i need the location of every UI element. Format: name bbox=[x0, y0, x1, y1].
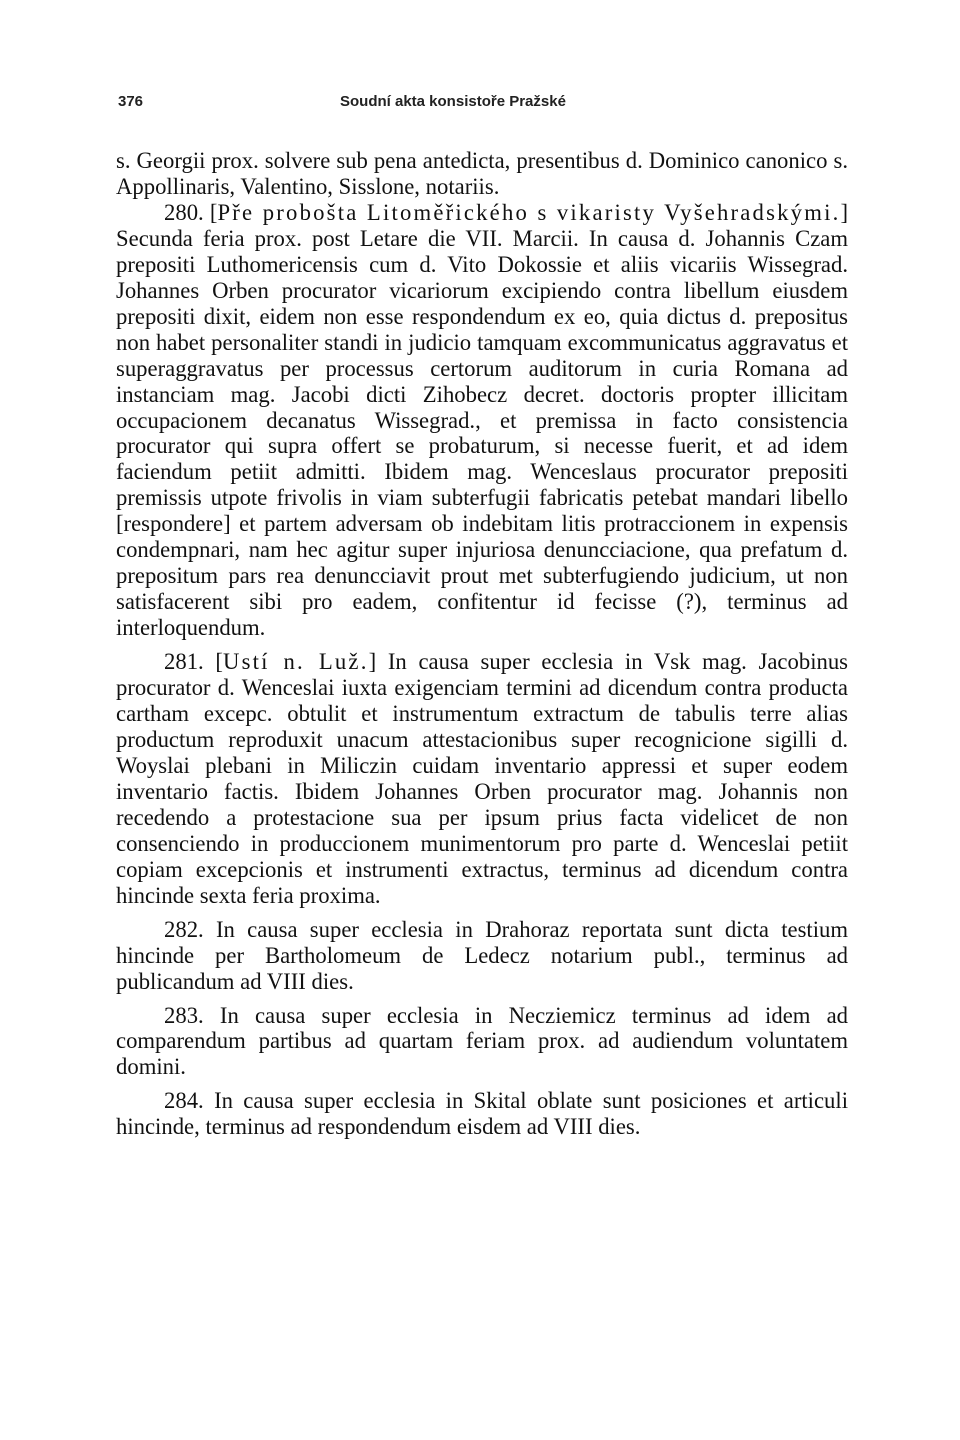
entry-body: In causa super ecclesia in Drahoraz reportata sunt dicta testium hincinde per Bartholomeum de Ledecz notarium publ., terminus ad publicandum ad VIII dies. bbox=[116, 916, 849, 994]
entry-280 bbox=[116, 200, 848, 641]
entry-heading-title: Pře probošta Litoměřického s vikaristy Vyšehradskými. bbox=[217, 199, 841, 225]
entry-284 bbox=[116, 1088, 848, 1140]
text-block bbox=[116, 148, 848, 1140]
entry-heading: [Pře probošta Litoměřického s vikaristy Vyšehradskými.] bbox=[209, 199, 849, 225]
entry-281 bbox=[116, 649, 848, 909]
page-number: 376 bbox=[118, 93, 144, 110]
entry-number: 280. bbox=[164, 199, 204, 225]
entry-number: 283. bbox=[164, 1002, 204, 1028]
continuation-paragraph: s. Georgii prox. solvere sub pena antedicta, presentibus d. Dominico canonico s. Appollinaris, Valentino, Sisslone, notariis. bbox=[116, 148, 848, 199]
entry-283 bbox=[116, 1003, 848, 1081]
entry-number: 282. bbox=[164, 916, 204, 942]
entry-body: Secunda feria prox. post Letare die VII. Marcii. In causa d. Johannis Czam prepositi Luthomericensis cum d. Vito Dokossie et aliis vicariis Wissegrad. Johannes Orben procurator vicariorum excipiendo contra libellum eiusdem prepositi dixit, eidem non esse respondendum ex eo, quia dictus d. prepositus non habet personaliter standi in judicio tamquam excommunicatus aggravatus et superaggravatus per processus certorum auditorum in curia Romana ad instanciam mag. Jacobi dicti Zihobecz decret. doctoris propter illicitam occupacionem decanatus Wissegrad., et premissa in facto consistencia procurator qui supra offert se probaturum, si necesse fuerit, et ad idem faciendum petiit admitti. Ibidem mag. Wenceslaus procurator prepositi premissis utpote frivolis in viam subterfugii fabricatis petebat mandari libello [respondere] et partem adversam ob indebitam litis protraccionem in expensis condempnari, nam hec agitur super injuriosa denuncciacione, qua prefatum d. prepositum pars rea denuncciavit prout met subterfugiendo judicium, ut non satisfacerent sibi pro eadem, confitentur id fecisse (?), terminus ad interloquendum. bbox=[116, 225, 848, 641]
entry-body: In causa super ecclesia in Vsk mag. Jacobinus procurator d. Wenceslai iuxta exigenciam termini ad dicendum contra producta cartham excepc. obtulit et instrumentum extractum de tabulis terre alias productum reproduxit unacum attestacionibus super recognicione sigilli d. Woyslai plebani in Miliczin cuidam inventario appressi et super eodem inventario factis. Ibidem Johannes Orben procurator mag. Johannis non recedendo a protestacione sua per ipsum prius facta videlicet de non consenciendo in produccionem munimentorum pro parte d. Wenceslai petiit copiam excepcionis et instrumenti extractus, terminus ad dicendum contra hincinde sexta feria proxima. bbox=[116, 649, 849, 908]
entry-number: 284. bbox=[164, 1088, 204, 1114]
entry-heading-title: Ustí n. Luž. bbox=[222, 649, 369, 675]
entry-282 bbox=[116, 917, 848, 995]
entry-heading: [Ustí n. Luž.] bbox=[215, 649, 377, 675]
book-title: Soudní akta konsistoře Pražské bbox=[340, 93, 566, 110]
entry-body: In causa super ecclesia in Necziemicz terminus ad idem ad comparendum partibus ad quartam feriam prox. ad audiendum voluntatem domini. bbox=[116, 1002, 849, 1080]
entry-number: 281. bbox=[164, 649, 204, 675]
entry-body: In causa super ecclesia in Skital oblate sunt posiciones et articuli hincinde, terminus ad respondendum eisdem ad VIII dies. bbox=[116, 1088, 848, 1140]
running-head bbox=[118, 93, 848, 117]
